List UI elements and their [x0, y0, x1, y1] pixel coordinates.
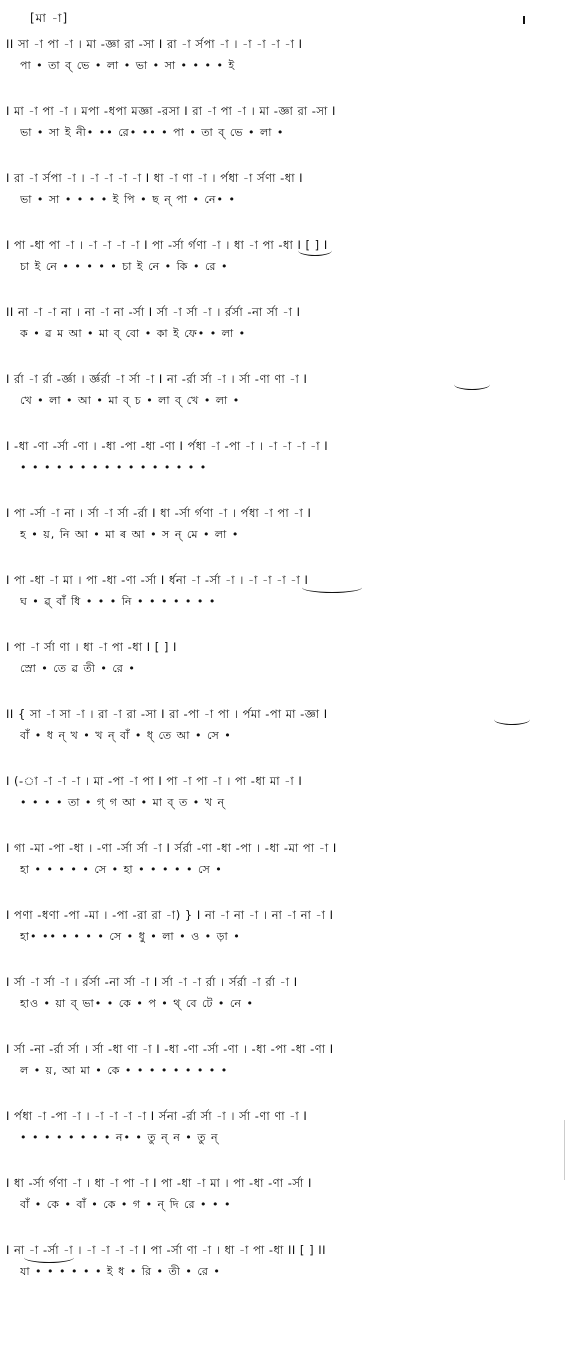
- lyric-line: • • • • তা • গ্ গ আ • মা ব্ ত • খ ন্: [20, 796, 226, 809]
- notation-system: [6, 1106, 559, 1173]
- key-signature: [মা -া]: [30, 11, 69, 25]
- note-line: I পণা -ধণা -পা -মা । -পা -রা রা -া) } I না -া না -া । না -া না -া I: [6, 908, 334, 922]
- note-line: I না -া -ৰ্সা -া । -া -া -া -া I পা -ৰ্সা ণা -া । ধা -া পা -ধা II [ ] II: [6, 1243, 326, 1257]
- note-line: I ৰ্সা -না -ৰ্রা ৰ্সা । ৰ্সা -ধা ণা -া I -ধা -ণা -ৰ্সা -ণা । -ধা -পা -ধা -ণা I: [6, 1042, 334, 1056]
- notation-system: [6, 771, 559, 838]
- lyric-line: ক • ৱ ম আ • মা ব্ বো • কা ই ফে• • লা •: [20, 327, 247, 340]
- lyric-line: হা• •• • • • • সে • ধু • লা • ও • ড়া •: [20, 930, 241, 943]
- note-line: I পা -ধা -া মা । পা -ধা -ণা -ৰ্সা I ৰ্ধনা -া -ৰ্সা -া । -া -া -া -া I: [6, 573, 309, 587]
- slur-mark: [302, 582, 362, 593]
- notation-system: [6, 101, 559, 168]
- lyric-line: বাঁ • ধ ন্ খ • খ ন্ বাঁ • ধ্ তে আ • সে •: [20, 729, 232, 742]
- note-line: I পা -ধা পা -া । -া -া -া -া I পা -ৰ্সা ৰ্গণা -া । ধা -া পা -ধা I [ ] I: [6, 238, 328, 252]
- notation-system: [6, 637, 559, 704]
- note-line: II না -া -া না । না -া না -ৰ্সা I ৰ্সা -া ৰ্সা -া । ৰ্রৰ্সা -না ৰ্সা -া I: [6, 305, 301, 319]
- lyric-line: ভা • সা ই নী• •• রে• •• • পা • তা ব্ ভে • লা •: [20, 126, 285, 139]
- note-line: I পা -ৰ্সা -া না । ৰ্সা -া ৰ্সা -ৰ্রা I ধা -ৰ্সা ৰ্গণা -া । ৰ্পধা -া পা -া I: [6, 506, 312, 520]
- note-line: II সা -া পা -া । মা -জ্ঞা রা -সা I রা -া ৰ্সপা -া । -া -া -া -া I: [6, 37, 303, 51]
- notation-system: [6, 1173, 559, 1240]
- note-line: I পা -া ৰ্সা ণা । ধা -া পা -ধা I [ ] I: [6, 640, 177, 654]
- lyric-line: ভা • সা • • • • ই পি • ছ ন্ পা • নে• •: [20, 193, 236, 206]
- lyric-line: ঘ • ৱ্ বাঁ ধি • • • নি • • • • • • •: [20, 595, 217, 608]
- lyric-line: বাঁ • কে • বাঁ • কে • গ • ন্ দি রে • • •: [20, 1198, 232, 1211]
- slur-mark: [494, 714, 530, 725]
- note-line: I (-া -া -া -া । মা -পা -া পা I পা -া পা -া । পা -ধা মা -া I: [6, 774, 303, 788]
- lyric-line: খে • লা • আ • মা ব্ চ • লা ব্ খে • লা •: [20, 394, 241, 407]
- lyric-line: চা ই নে • • • • • চা ই নে • কি • রে •: [20, 260, 229, 273]
- lyric-line: • • • • • • • • ন• • তু ন্ ন • তু ন্: [20, 1131, 219, 1144]
- note-line: I ৰ্সা -া ৰ্সা -া । ৰ্রৰ্সা -না ৰ্সা -া I ৰ্সা -া -া ৰ্রা । ৰ্সৰ্রা -া ৰ্রা -া I: [6, 975, 298, 989]
- top-right-mark: [523, 16, 525, 24]
- notation-system: [6, 235, 559, 302]
- slur-mark: [454, 379, 490, 390]
- notation-system: [6, 972, 559, 1039]
- note-line: I মা -া পা -া । মপা -ধপা মজ্ঞা -রসা I রা -া পা -া । মা -জ্ঞা রা -সা I: [6, 104, 336, 118]
- notation-system: [6, 704, 559, 771]
- lyric-line: ল • য়, আ মা • কে • • • • • • • • •: [20, 1064, 229, 1077]
- lyric-line: হা • • • • • সে • হা • • • • • সে •: [20, 863, 223, 876]
- notation-system: [6, 369, 559, 436]
- notation-system: [6, 34, 559, 101]
- notation-system: [6, 570, 559, 637]
- slur-mark: [24, 1252, 74, 1263]
- note-line: I ধা -ৰ্সা ৰ্গণা -া । ধা -া পা -া I পা -ধা -া মা । পা -ধা -ণা -ৰ্সা I: [6, 1176, 312, 1190]
- lyric-line: • • • • • • • • • • • • • • • •: [20, 461, 208, 474]
- notation-system: [6, 1240, 559, 1307]
- lyric-line: হ • য়, নি আ • মা ৰ আ • স ন্ মে • লা •: [20, 528, 240, 541]
- note-line: I ৰ্পধা -া -পা -া । -া -া -া -া I ৰ্সনা -ৰ্রা ৰ্সা -া । ৰ্সা -ণা ণা -া I: [6, 1109, 308, 1123]
- notation-systems: [6, 34, 559, 1307]
- notation-system: [6, 302, 559, 369]
- page-header: [10, 8, 555, 32]
- lyric-line: স্রো • তে ৱ তী • রে •: [20, 662, 136, 675]
- lyric-line: পা • তা ব্ ভে • লা • ভা • সা • • • • ই: [20, 59, 236, 72]
- notation-system: [6, 503, 559, 570]
- notation-system: [6, 168, 559, 235]
- notation-system: [6, 905, 559, 972]
- lyric-line: যা • • • • • • ই ধ • রি • তী • রে •: [20, 1265, 221, 1278]
- note-line: II { সা -া সা -া । রা -া রা -সা I রা -পা -া পা । ৰ্পমা -পা মা -জ্ঞা I: [6, 707, 328, 721]
- notation-system: [6, 1039, 559, 1106]
- note-line: I ৰ্রা -া ৰ্রা -ৰ্জ্ঞা । ৰ্জ্ঞৰ্রা -া ৰ্সা -া I না -ৰ্রা ৰ্সা -া । ৰ্সা -ণা ণা -া I: [6, 372, 308, 386]
- note-line: I -ধা -ণা -ৰ্সা -ণা । -ধা -পা -ধা -ণা I ৰ্পধা -া -পা -া । -া -া -া -া I: [6, 439, 329, 453]
- slur-mark: [298, 245, 332, 256]
- notation-system: [6, 436, 559, 503]
- note-line: I গা -মা -পা -ধা । -ণা -ৰ্সা ৰ্সা -া I ৰ্সৰ্রা -ণা -ধা -পা । -ধা -মা পা -া I: [6, 841, 337, 855]
- note-line: I রা -া ৰ্সপা -া । -া -া -া -া I ধা -া ণা -া । ৰ্পধা -া ৰ্সণা -ধা I: [6, 171, 304, 185]
- notation-system: [6, 838, 559, 905]
- lyric-line: হাও • য়া ব্ ভা• • কে • প • থ্ বে টে • নে •: [20, 997, 254, 1010]
